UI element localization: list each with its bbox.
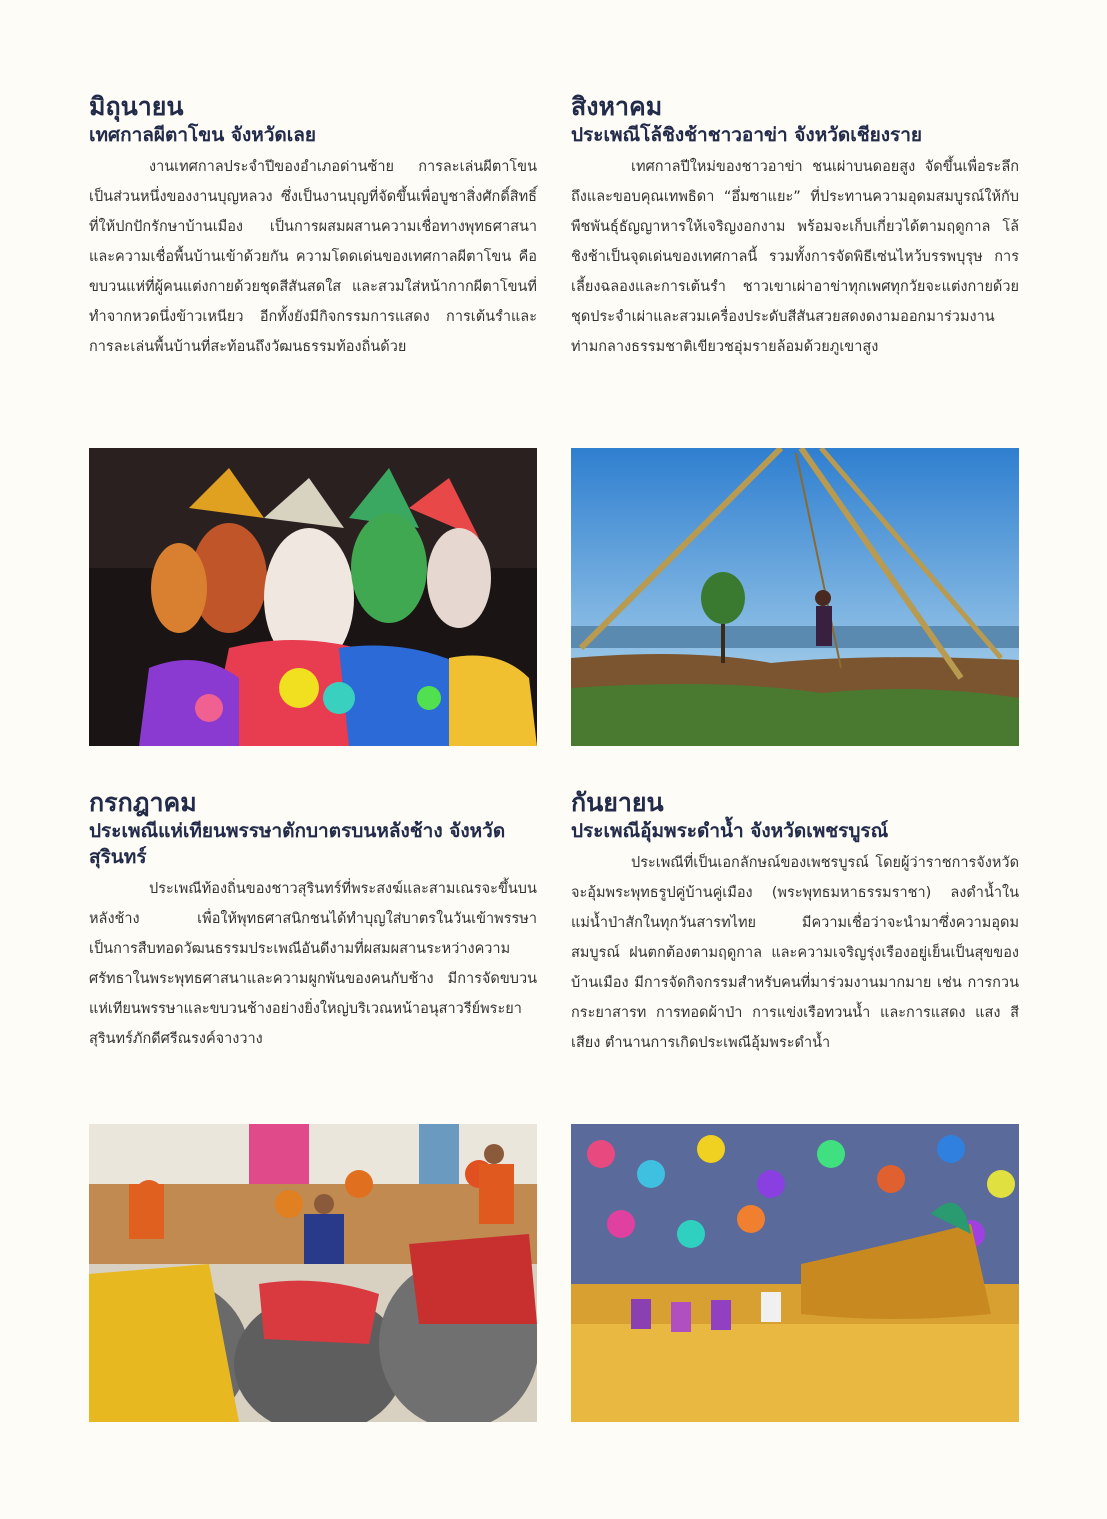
section-month: สิงหาคม bbox=[571, 92, 663, 121]
section-august bbox=[571, 92, 1019, 362]
section-title: ประเพณีแห่เทียนพรรษาตักบาตรบนหลังช้าง จังหวัดสุรินทร์ bbox=[89, 820, 506, 868]
section-month: กรกฎาคม bbox=[89, 788, 197, 817]
section-september bbox=[571, 788, 1019, 1058]
section-month: กันยายน bbox=[571, 788, 664, 817]
photo-akha-swing bbox=[571, 448, 1019, 746]
section-body: ประเพณีที่เป็นเอกลักษณ์ของเพชรบูรณ์ โดยผู้ว่าราชการจังหวัดจะอุ้มพระพุทธรูปคู่บ้านคู่เมือง (พระพุทธมหาธรรมราชา) ลงดำน้ำในแม่น้ำป่าสักในทุกวันสารทไทย มีความเชื่อว่าจะนำมาซึ่งความอุดมสมบูรณ์ ฝนตกต้องตามฤดูกาล และความเจริญรุ่งเรืองอยู่เย็นเป็นสุขของบ้านเมือง มีการจัดกิจกรรมสำหรับคนที่มาร่วมงานมากมาย เช่น การกวนกระยาสารท การทอดผ้าป่า การแข่งเรือทวนน้ำ และการแสดง แสง สี เสียง ตำนานการเกิดประเพณีอุ้มพระดำน้ำ bbox=[571, 855, 1019, 1051]
photo-monks-elephants bbox=[89, 1124, 537, 1422]
section-july bbox=[89, 788, 537, 1054]
section-body: เทศกาลปีใหม่ของชาวอาข่า ชนเผ่าบนดอยสูง จัดขึ้นเพื่อระลึกถึงและขอบคุณเทพธิดา “อึ่มซาแยะ” ที่ประทานความอุดมสมบูรณ์ให้กับพืชพันธุ์ธัญญาหารให้เจริญงอกงาม พร้อมจะเก็บเกี่ยวได้ตามฤดูกาล โล้ชิงช้าเป็นจุดเด่นของเทศกาลนี้ รวมทั้งการจัดพิธีเซ่นไหว้บรรพบุรุษ การเลี้ยงฉลองและการเต้นรำ ชาวเขาเผ่าอาข่าทุกเพศทุกวัยจะแต่งกายด้วยชุดประจำเผ่าและสวมเครื่องประดับสีสันสวยสดงดงามออกมาร่วมงาน ท่ามกลางธรรมชาติเขียวชอุ่มรายล้อมด้วยภูเขาสูง bbox=[571, 159, 1019, 355]
section-month: มิถุนายน bbox=[89, 92, 184, 121]
section-title: ประเพณีอุ้มพระดำน้ำ จังหวัดเพชรบูรณ์ bbox=[571, 820, 889, 842]
section-body: ประเพณีท้องถิ่นของชาวสุรินทร์ที่พระสงฆ์และสามเณรจะขึ้นบนหลังช้าง เพื่อให้พุทธศาสนิกชนได้ทำบุญใส่บาตรในวันเข้าพรรษา เป็นการสืบทอดวัฒนธรรมประเพณีอันดีงามที่ผสมผสานระหว่างความศรัทธาในพระพุทธศาสนาและความผูกพันของคนกับช้าง มีการจัดขบวนแห่เทียนพรรษาและขบวนช้างอย่างยิ่งใหญ่บริเวณหน้าอนุสาวรีย์พระยาสุรินทร์ภักดีศรีณรงค์จางวาง bbox=[89, 881, 537, 1047]
section-title: เทศกาลผีตาโขน จังหวัดเลย bbox=[89, 124, 317, 146]
section-title: ประเพณีโล้ชิงช้าชาวอาข่า จังหวัดเชียงราย bbox=[571, 124, 923, 146]
section-june bbox=[89, 92, 537, 362]
photo-um-phra-dam-nam bbox=[571, 1124, 1019, 1422]
photo-phi-ta-khon bbox=[89, 448, 537, 746]
section-body: งานเทศกาลประจำปีของอำเภอด่านซ้าย การละเล่นผีตาโขนเป็นส่วนหนึ่งของงานบุญหลวง ซึ่งเป็นงานบุญที่จัดขึ้นเพื่อบูชาสิ่งศักดิ์สิทธิ์ที่ให้ปกปักรักษาบ้านเมือง เป็นการผสมผสานความเชื่อทางพุทธศาสนาและความเชื่อพื้นบ้านเข้าด้วยกัน ความโดดเด่นของเทศกาลผีตาโขน คือ ขบวนแห่ที่ผู้คนแต่งกายด้วยชุดสีสันสดใส และสวมใส่หน้ากากผีตาโขนที่ทำจากหวดนึ่งข้าวเหนียว อีกทั้งยังมีกิจกรรมการแสดง การเต้นรำและการละเล่นพื้นบ้านที่สะท้อนถึงวัฒนธรรมท้องถิ่นด้วย bbox=[89, 159, 537, 355]
